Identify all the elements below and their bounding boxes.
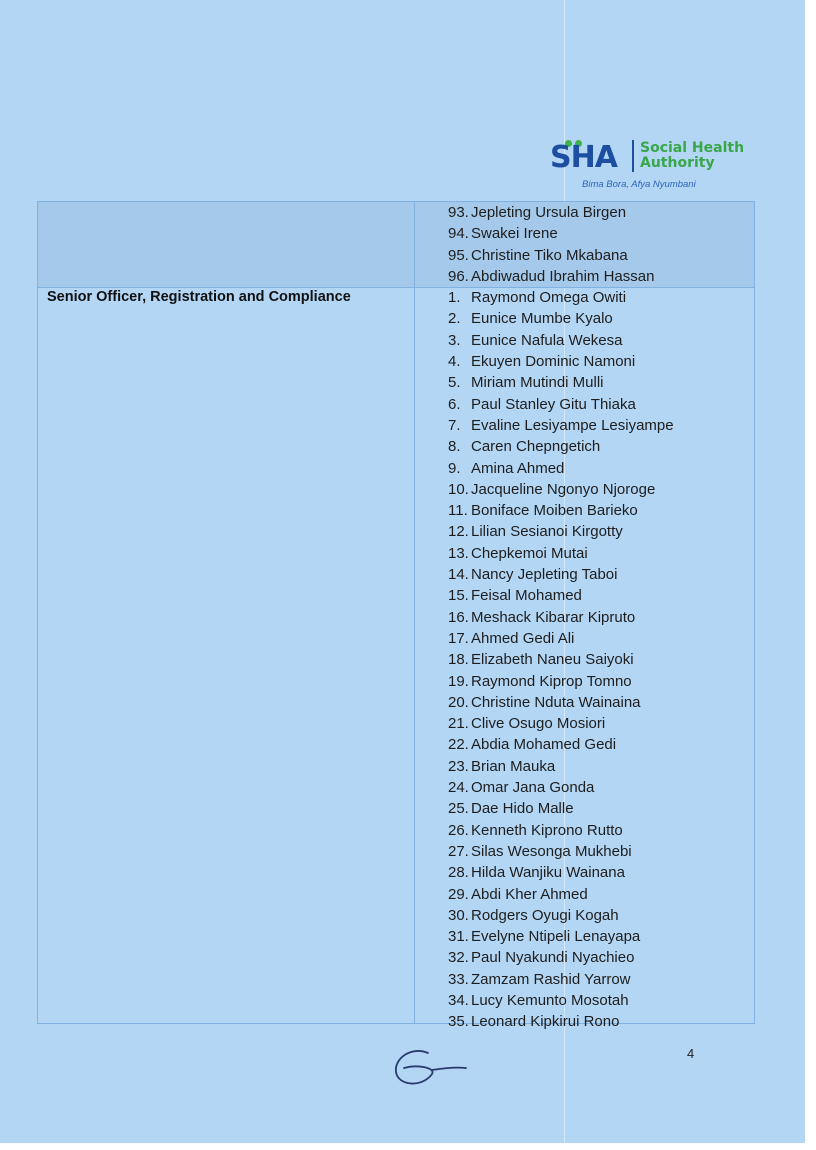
scan-margin-bottom — [0, 1143, 816, 1150]
list-item-number: 35. — [448, 1013, 469, 1031]
signature-icon — [388, 1044, 468, 1092]
list-item-number: 96. — [448, 267, 469, 285]
list-item: 5. Miriam Mutindi Mulli — [448, 372, 655, 393]
list-item-name: Evelyne Ntipeli Lenayapa — [471, 928, 641, 946]
list-item-number: 22. — [448, 736, 469, 754]
list-item — [448, 969, 655, 990]
list-item-name: Elizabeth Naneu Saiyoki — [471, 651, 634, 669]
list-item-name: Dae Hido Malle — [471, 800, 574, 818]
list-item-name: Leonard Kipkirui Rono — [471, 1013, 620, 1031]
list-item-name: Evaline Lesiyampe Lesiyampe — [471, 416, 674, 434]
list-item-number: 11. — [448, 502, 468, 520]
sha-logo — [550, 134, 750, 194]
list-item — [448, 990, 655, 1011]
list-item-name: Christine Nduta Wainaina — [471, 693, 641, 711]
list-item-number: 17. — [448, 629, 469, 647]
list-item — [448, 841, 655, 862]
list-item-name: Omar Jana Gonda — [471, 779, 595, 797]
list-item-name: Abdiwadud Ibrahim Hassan — [471, 267, 655, 285]
list-item — [448, 671, 655, 692]
list-item — [448, 798, 655, 819]
list-item-number: 18. — [448, 651, 469, 669]
list-item-number: 30. — [448, 906, 469, 924]
list-item-name: Eunice Nafula Wekesa — [471, 331, 623, 349]
list-item-name: Boniface Moiben Barieko — [471, 502, 638, 520]
list-item: 2. Eunice Mumbe Kyalo — [448, 308, 655, 329]
list-item — [448, 245, 655, 266]
list-item-number: 10. — [448, 480, 469, 498]
list-item — [448, 479, 655, 500]
list-item — [448, 266, 655, 287]
list-item-name: Caren Chepngetich — [471, 438, 601, 456]
list-item — [448, 884, 655, 905]
names-list — [448, 202, 674, 1033]
list-item-name: Abdi Kher Ahmed — [471, 885, 588, 903]
page-number: 4 — [687, 1046, 695, 1061]
list-item-number: 32. — [448, 949, 469, 967]
list-item — [448, 607, 655, 628]
list-item-name: Kenneth Kiprono Rutto — [471, 821, 623, 839]
list-item-number: 21. — [448, 715, 469, 733]
list-item-name: Lilian Sesianoi Kirgotty — [471, 523, 623, 541]
list-item-name: Chepkemoi Mutai — [471, 544, 588, 562]
list-item-number: 25. — [448, 800, 469, 818]
list-item-name: Raymond Kiprop Tomno — [471, 672, 632, 690]
list-item-number: 13. — [448, 544, 469, 562]
list-item — [448, 862, 655, 883]
scan-margin-right — [805, 0, 816, 1150]
list-item: 4. Ekuyen Dominic Namoni — [448, 351, 655, 372]
list-item-number: 94. — [448, 225, 469, 243]
logo-wordmark: SHA — [550, 140, 617, 175]
org-name — [640, 141, 744, 171]
list-item — [448, 585, 655, 606]
list-item: 8. Caren Chepngetich — [448, 436, 655, 457]
list-item: 3. Eunice Nafula Wekesa — [448, 330, 655, 351]
list-item-name: Eunice Mumbe Kyalo — [471, 310, 613, 328]
list-item-number: 19. — [448, 672, 469, 690]
org-name-line1: Social Health — [640, 140, 745, 156]
org-name-line2: Authority — [640, 155, 715, 171]
list-item: 9. Amina Ahmed — [448, 458, 655, 479]
list-item — [448, 713, 655, 734]
list-item — [448, 202, 655, 223]
list-item-name: Feisal Mohamed — [471, 587, 582, 605]
list-item-name: Hilda Wanjiku Wainana — [471, 864, 625, 882]
list-item-name: Christine Tiko Mkabana — [471, 246, 628, 264]
list-item — [448, 926, 655, 947]
list-item-name: Amina Ahmed — [471, 459, 565, 477]
list-item-name: Brian Mauka — [471, 757, 556, 775]
list-item-number: 93. — [448, 204, 469, 221]
list-item: 7. Evaline Lesiyampe Lesiyampe — [448, 415, 655, 436]
list-item-name: Paul Nyakundi Nyachieo — [471, 949, 635, 967]
list-item — [448, 564, 655, 585]
list-item-name: Jepleting Ursula Birgen — [471, 204, 627, 221]
list-item-number: 29. — [448, 885, 469, 903]
role-title: Senior Officer, Registration and Compliance — [47, 289, 351, 305]
list-item-name: Ekuyen Dominic Namoni — [471, 353, 636, 371]
list-item-number: 95. — [448, 246, 469, 264]
list-item — [448, 543, 655, 564]
list-item: 6. Paul Stanley Gitu Thiaka — [448, 394, 655, 415]
column-divider — [414, 202, 415, 1023]
list-item-number: 16. — [448, 608, 469, 626]
list-item — [448, 820, 655, 841]
list-item-number: 28. — [448, 864, 469, 882]
list-item — [448, 223, 655, 244]
list-item-name: Silas Wesonga Mukhebi — [471, 842, 632, 860]
list-item-name: Meshack Kibarar Kipruto — [471, 608, 636, 626]
list-item-number: 20. — [448, 693, 469, 711]
list-item — [448, 756, 655, 777]
list-item-number: 15. — [448, 587, 469, 605]
list-item — [448, 905, 655, 926]
list-item-name: Rodgers Oyugi Kogah — [471, 906, 619, 924]
list-item — [448, 500, 655, 521]
list-item-number: 27. — [448, 842, 469, 860]
list-item — [448, 1011, 655, 1032]
list-item — [448, 777, 655, 798]
list-item-number: 34. — [448, 991, 469, 1009]
list-item — [448, 692, 655, 713]
list-item-number: 14. — [448, 566, 469, 584]
list-item: 1. Raymond Omega Owiti — [448, 287, 655, 308]
list-item-name: Raymond Omega Owiti — [471, 289, 627, 307]
list-item — [448, 947, 655, 968]
list-item-name: Ahmed Gedi Ali — [471, 629, 575, 647]
list-item-name: Swakei Irene — [471, 225, 558, 243]
list-item-name: Zamzam Rashid Yarrow — [471, 970, 631, 988]
list-item-name: Paul Stanley Gitu Thiaka — [471, 395, 636, 413]
list-item — [448, 734, 655, 755]
logo-divider — [632, 140, 634, 172]
list-item-name: Lucy Kemunto Mosotah — [471, 991, 629, 1009]
list-item — [448, 521, 655, 542]
list-item-number: 33. — [448, 970, 469, 988]
list-item-number: 26. — [448, 821, 469, 839]
list-item — [448, 649, 655, 670]
list-item-number: 12. — [448, 523, 469, 541]
list-item — [448, 628, 655, 649]
list-item-name: Miriam Mutindi Mulli — [471, 374, 604, 392]
list-item-name: Jacqueline Ngonyo Njoroge — [471, 480, 656, 498]
list-item-number: 23. — [448, 757, 469, 775]
list-item-name: Abdia Mohamed Gedi — [471, 736, 617, 754]
list-item-number: 24. — [448, 779, 469, 797]
list-item-number: 31. — [448, 928, 469, 946]
list-item-name: Nancy Jepleting Taboi — [471, 566, 618, 584]
list-item-name: Clive Osugo Mosiori — [471, 715, 606, 733]
logo-tagline: Bima Bora, Afya Nyumbani — [582, 179, 696, 190]
